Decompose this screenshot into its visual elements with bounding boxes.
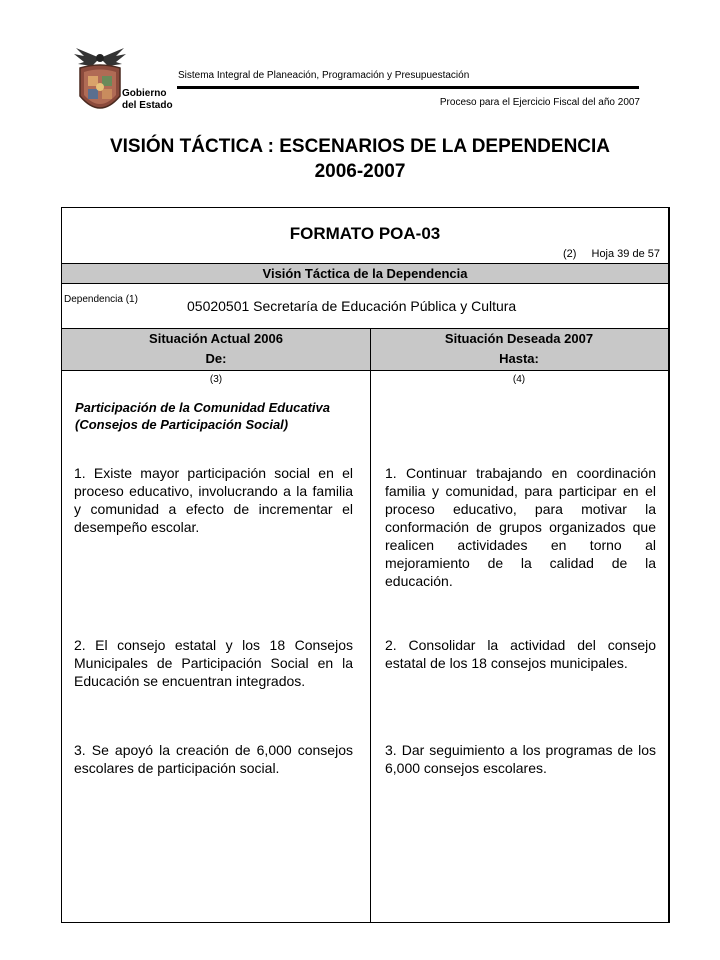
current-item-3: 3. Se apoyó la creación de 6,000 consejos escolares de participación social. [74, 742, 353, 776]
desired-situation-to: Hasta: [499, 351, 539, 366]
government-label [122, 88, 173, 112]
current-situation-title: Situación Actual 2006 [149, 331, 283, 346]
dependency-label: Dependencia (1) [64, 294, 138, 305]
state-seal-icon [70, 44, 130, 120]
page-title-line2: 2006-2007 [314, 161, 406, 182]
current-situation-from: De: [205, 351, 227, 366]
dependency-value: 05020501 Secretaría de Educación Pública y Cultura [187, 298, 517, 314]
desired-situation-header [370, 329, 668, 370]
left-column-code: (3) [209, 374, 223, 385]
column-header-band [62, 328, 668, 371]
desired-situation-title: Situación Deseada 2007 [444, 331, 594, 346]
section-band [62, 263, 668, 284]
desired-item-1: 1. Continuar trabajando en coordinación familia y comunidad, para participar en el proceso educativo, para motivar la conformación de grupos organizados que realicen actividades en torno al mejoramiento de la calidad de la educación. [385, 465, 656, 589]
poa-form [61, 207, 670, 923]
header-divider [177, 86, 639, 89]
right-column-code: (4) [512, 374, 526, 385]
form-title: FORMATO POA-03 [289, 224, 441, 243]
column-divider [370, 328, 371, 922]
section-title: Visión Táctica de la Dependencia [262, 266, 468, 281]
current-item-1: 1. Existe mayor participación social en el proceso educativo, involucrando a la familia y comunidad a efecto de incrementar el desempeño escolar. [74, 465, 353, 535]
current-item-2: 2. El consejo estatal y los 18 Consejos Municipales de Participación Social en la Educación se encuentran integrados. [74, 637, 353, 689]
gov-label-line1: Gobierno [122, 88, 167, 99]
page-title [0, 134, 720, 184]
sheet-ref: (2) [562, 248, 577, 260]
gov-label-line2: del Estado [122, 100, 173, 111]
page-title-line1: VISIÓN TÁCTICA : ESCENARIOS DE LA DEPENDENCIA [109, 136, 611, 157]
topic-subheading: Participación de la Comunidad Educativa (Consejos de Participación Social) [75, 400, 331, 432]
desired-item-2: 2. Consolidar la actividad del consejo estatal de los 18 consejos municipales. [385, 637, 656, 671]
sheet-number: Hoja 39 de 57 [591, 248, 660, 260]
system-title: Sistema Integral de Planeación, Programación y Presupuestación [178, 70, 470, 81]
current-situation-header [62, 329, 370, 370]
desired-item-3: 3. Dar seguimiento a los programas de los 6,000 consejos escolares. [385, 742, 656, 776]
sheet-info [563, 248, 660, 260]
process-text: Proceso para el Ejercicio Fiscal del año 2007 [439, 97, 640, 108]
